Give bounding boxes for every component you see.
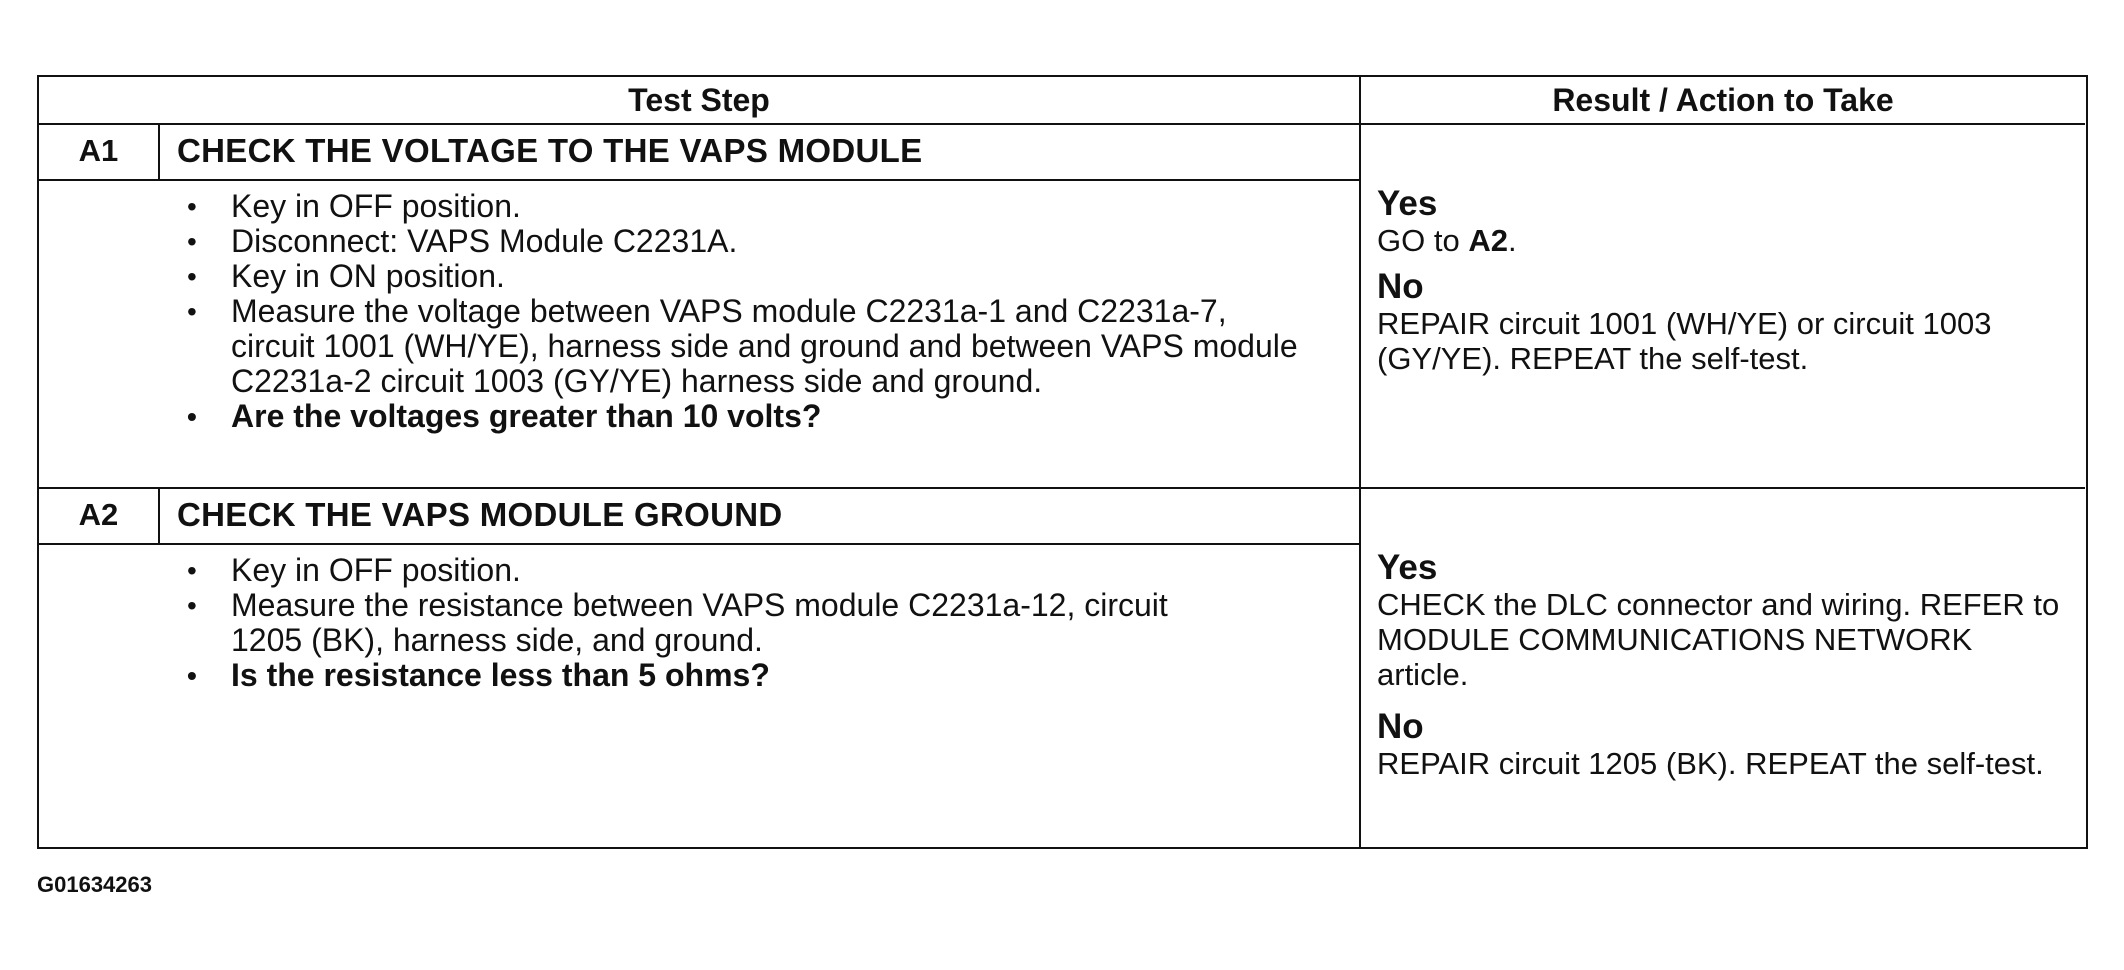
a1-title-divider	[39, 179, 1359, 181]
list-item	[177, 553, 1277, 588]
bullet-text: Measure the voltage between VAPS module C2231a-1 and C2231a-7, circuit 1001 (WH/YE), harness side and ground and between VAPS module C2231a-2 circuit 1003 (GY/YE) harness side and ground.	[231, 293, 1298, 399]
a2-id-divider	[158, 487, 160, 543]
list-item	[177, 259, 1327, 294]
a1-id-divider	[158, 123, 160, 179]
bullet-text: Key in OFF position.	[231, 552, 521, 588]
bullet-icon: •	[187, 401, 197, 432]
figure-id: G01634263	[37, 872, 152, 897]
bullet-question: Are the voltages greater than 10 volts?	[231, 398, 822, 434]
bullet-text: Measure the resistance between VAPS module C2231a-12, circuit 1205 (BK), harness side, and ground.	[231, 587, 1168, 658]
bullet-text: Disconnect: VAPS Module C2231A.	[231, 223, 738, 259]
bullet-text: Key in ON position.	[231, 258, 505, 294]
bullet-icon: •	[187, 555, 197, 586]
step-id-a2: A2	[78, 497, 119, 532]
bullet-icon: •	[187, 590, 197, 621]
bullet-icon: •	[187, 660, 197, 691]
a1-yes-label: Yes	[1377, 184, 1438, 223]
bullet-question: Is the resistance less than 5 ohms?	[231, 657, 770, 693]
list-item	[177, 399, 1327, 434]
a1-no-action: REPAIR circuit 1001 (WH/YE) or circuit 1003 (GY/YE). REPEAT the self-test.	[1377, 306, 1992, 376]
bullet-icon: •	[187, 226, 197, 257]
bullet-icon: •	[187, 296, 197, 327]
list-item	[177, 588, 1231, 658]
step-id-a1: A1	[78, 133, 119, 168]
a1-yes-action-suffix: .	[1507, 223, 1517, 258]
list-item	[177, 189, 1327, 224]
a2-yes-label: Yes	[1377, 548, 1438, 587]
step-a2-bullet-list	[177, 553, 1277, 693]
list-item	[177, 294, 1311, 399]
a2-title-divider	[39, 543, 1359, 545]
a1-no-label: No	[1377, 267, 1424, 306]
step-a1-bullet-list	[177, 189, 1327, 434]
test-step-table	[37, 75, 2088, 849]
a2-no-action: REPAIR circuit 1205 (BK). REPEAT the self-test.	[1377, 746, 2044, 781]
column-divider	[1359, 77, 1361, 847]
bullet-icon: •	[187, 261, 197, 292]
header-test-step: Test Step	[628, 81, 770, 118]
a2-yes-action: CHECK the DLC connector and wiring. REFER to MODULE COMMUNICATIONS NETWORK article.	[1377, 587, 2060, 692]
step-title-a1: CHECK THE VOLTAGE TO THE VAPS MODULE	[177, 132, 923, 169]
step-title-a2: CHECK THE VAPS MODULE GROUND	[177, 496, 783, 533]
list-item	[177, 658, 1277, 693]
bullet-icon: •	[187, 191, 197, 222]
step-a2-result	[1377, 549, 2077, 781]
a1-yes-action-text: GO to	[1377, 223, 1469, 258]
step-a1-result	[1377, 185, 2077, 376]
bullet-text: Key in OFF position.	[231, 188, 521, 224]
header-result-action: Result / Action to Take	[1552, 81, 1894, 118]
a2-no-label: No	[1377, 707, 1424, 746]
list-item	[177, 224, 1327, 259]
a1-yes-action	[1377, 223, 2077, 258]
a1-yes-action-ref: A2	[1468, 223, 1508, 258]
